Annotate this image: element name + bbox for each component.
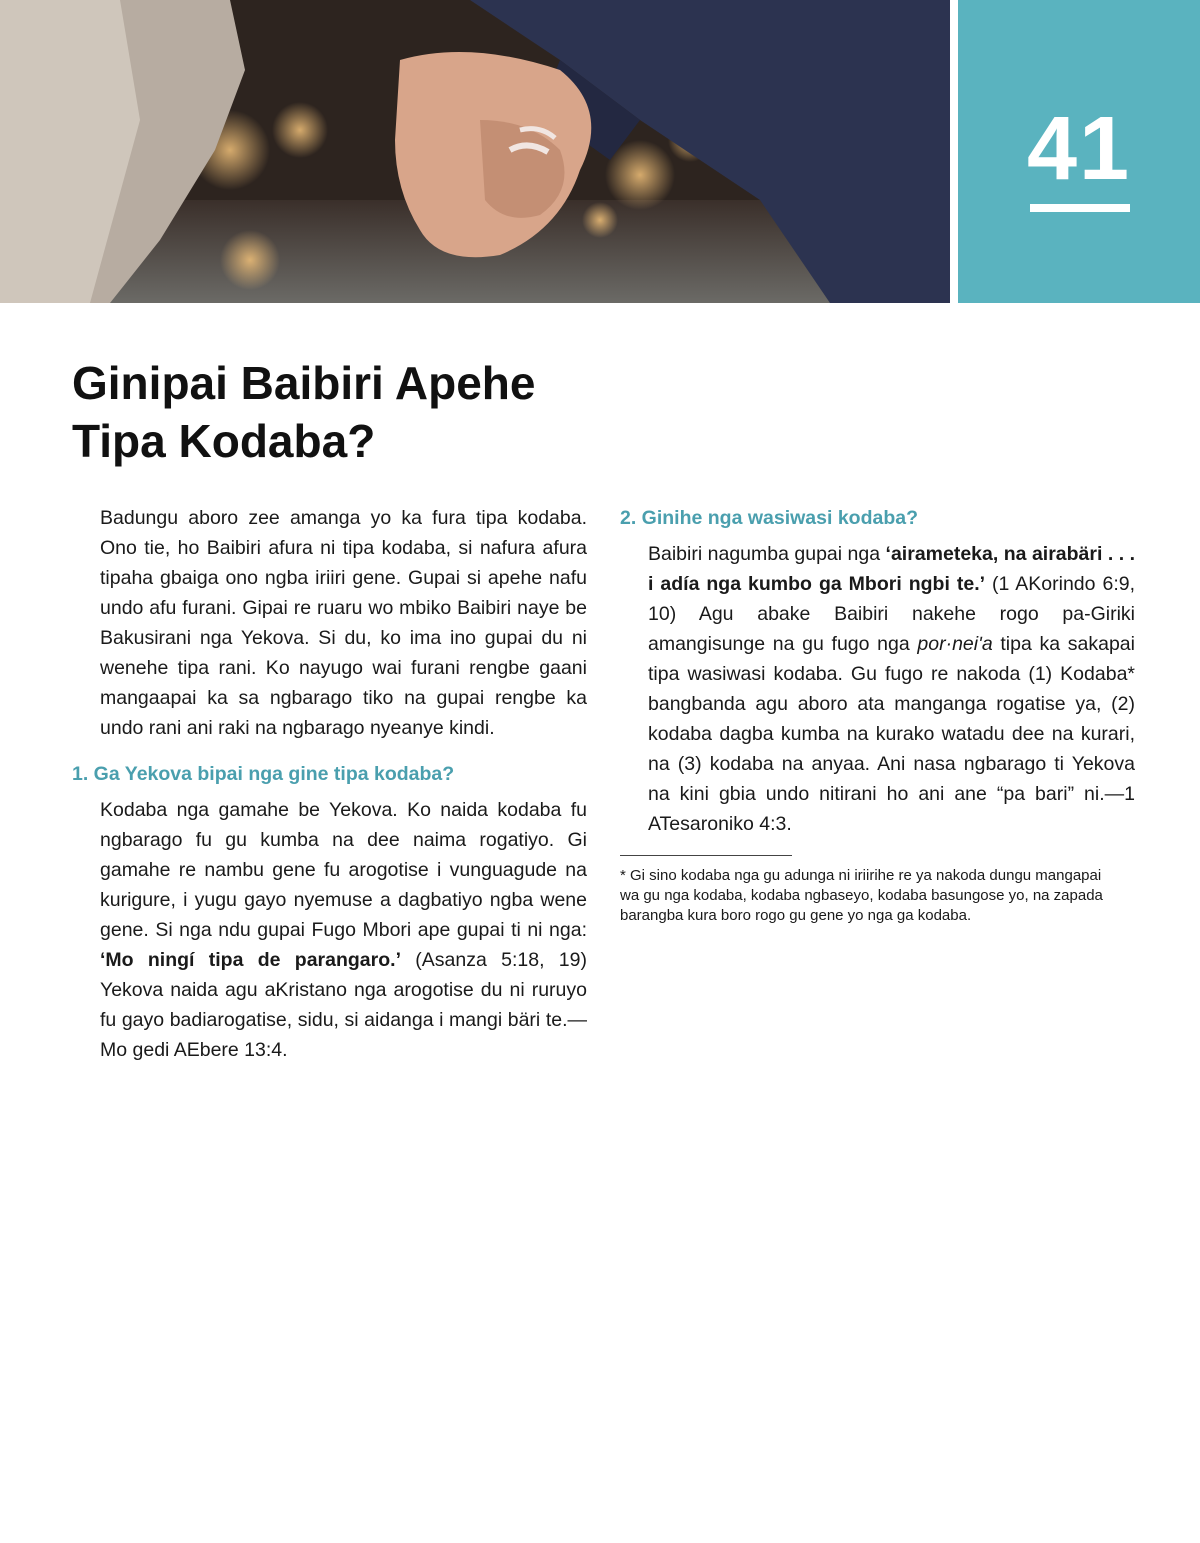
hero-photo-holding-hands — [0, 0, 950, 303]
right-column — [620, 503, 1135, 926]
section-1-paragraph — [100, 795, 587, 1065]
title-line-2: Tipa Kodaba? — [72, 415, 376, 467]
section-1-text-b: (Asanza 5:18, 19) Yekova naida agu aKristano nga arogotise du ni ruruyo fu gayo badiarogatise, sidu, si aidanga i mangi bäri te.—Mo gedi AEbere 13:4. — [100, 949, 587, 1061]
page-title — [72, 354, 632, 470]
section-2-term: por·neiʹa — [917, 633, 993, 655]
title-line-1: Ginipai Baibiri Apehe — [72, 357, 536, 409]
lesson-number-badge — [958, 0, 1200, 303]
section-1-heading: 1. Ga Yekova bipai nga gine tipa kodaba? — [72, 763, 455, 785]
section-2-quote: ‘airameteka, na airabäri . . . i adía nga kumbo ga Mbori ngbi te.’ — [648, 543, 1135, 595]
badge-underline — [1030, 204, 1130, 212]
holding-hands-illustration — [0, 0, 950, 303]
intro-paragraph: Badungu aboro zee amanga yo ka fura tipa kodaba. Ono tie, ho Baibiri afura ni tipa kodaba, si nafura afura tipaha gbaiga ono ngba iriiri gene. Gupai si apehe nafu undo afu furani. Gipai re ruaru wo mbiko Baibiri naye be Bakusirani nga Yekova. Si du, ko ima ino gupai du ni wenehe tipa rani. Ko nayugo wai furani rengbe gaani mangaapai ka sa ngbarago tiko na gupai rengbe ka undo rani ani raki na ngbarago nyeanye kindi. — [100, 507, 587, 739]
section-1-text-a: Kodaba nga gamahe be Yekova. Ko naida kodaba fu ngbarago fu gu kumba na dee naima rogatiyo. Gi gamahe re nambu gene fu arogotise i vunguagude na kurigure, i yugu gayo nyemuse a dagbatiyo ngba wene gene. Si nga ndu gupai Fugo Mbori ape gupai ti ni nga: — [100, 799, 587, 941]
section-2-paragraph — [648, 539, 1135, 839]
lesson-number: 41 — [1026, 99, 1132, 199]
section-2-text-c: tipa ka sakapai tipa wasiwasi kodaba. Gu fugo re nakoda (1) Kodaba* bangbanda agu aboro ata manganga rogatise ya, (2) kodaba dagba kumba na kurako watadu dee na kurari, na (3) kodaba na anyaa. Ani nasa ngbarago ti Yekova na kini gbia undo nitirani ho ani ane “pa bari” ni.—1 ATesaroniko 4:3. — [648, 633, 1135, 835]
section-2-heading: 2. Ginihe nga wasiwasi kodaba? — [620, 507, 919, 529]
section-2-text-a: Baibiri nagumba gupai nga — [648, 543, 886, 565]
section-1-quote: ‘Mo ningí tipa de parangaro.’ — [100, 949, 401, 971]
footnote-divider — [620, 855, 792, 856]
footnote: * Gi sino kodaba nga gu adunga ni iriirihe re ya nakoda dungu mangapai wa gu nga kodaba, kodaba ngbaseyo, kodaba basungose yo, na zapada barangba kura boro rogo gu gene yo nga ga kodaba. — [620, 867, 1103, 924]
left-column — [72, 503, 587, 1081]
section-2-text-b: (1 AKorindo 6:9, 10) Agu abake Baibiri nakehe rogo pa-Giriki amangisunge na gu fugo nga — [648, 573, 1135, 655]
